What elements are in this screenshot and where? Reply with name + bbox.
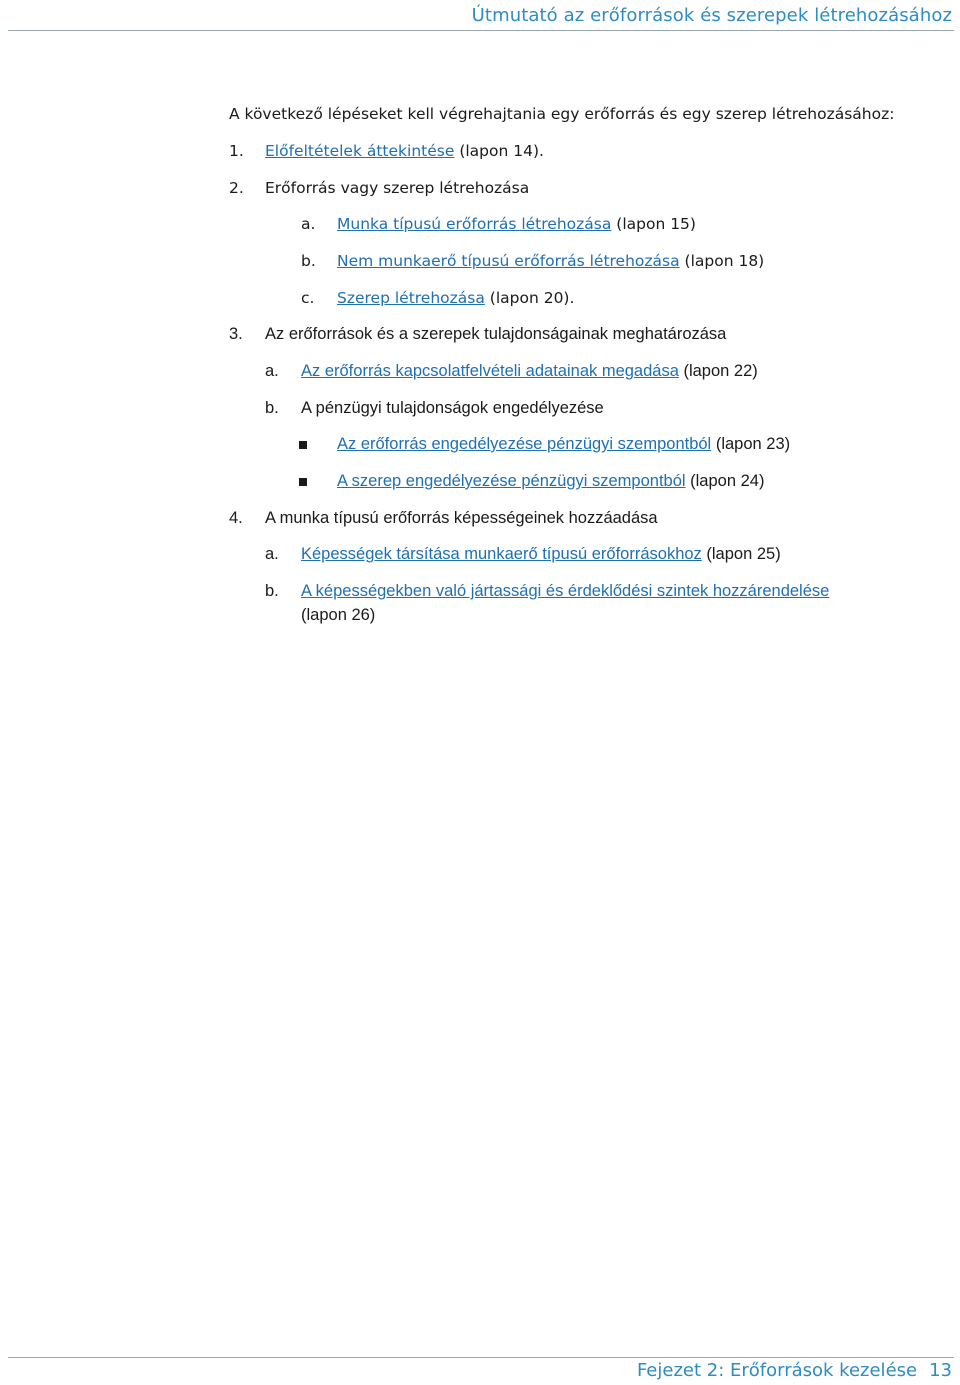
link-assign-proficiency-levels[interactable]: A képességekben való jártassági és érdeklődési szintek hozzárendelése — [301, 582, 830, 600]
step-1-marker: 1. — [229, 142, 244, 160]
bullet-1-page-ref: (lapon 23) — [711, 435, 791, 453]
page-footer — [637, 1360, 952, 1381]
step-4b-page-ref: (lapon 26) — [301, 606, 376, 624]
link-prerequisites[interactable]: Előfeltételek áttekintése — [265, 142, 455, 160]
step-2a — [337, 214, 696, 234]
step-2b — [337, 251, 764, 271]
step-3a-page-ref: (lapon 22) — [678, 362, 758, 380]
step-3b-text: A pénzügyi tulajdonságok engedélyezése — [301, 399, 604, 417]
step-3b-bullet-2 — [337, 471, 764, 491]
step-4a-page-ref: (lapon 25) — [701, 545, 781, 563]
bullet-square-icon — [299, 471, 307, 491]
step-4b — [301, 581, 829, 601]
step-3a-marker: a. — [265, 362, 279, 380]
step-4a-marker: a. — [265, 545, 279, 563]
page-number: 13 — [929, 1360, 952, 1381]
footer-chapter: Fejezet 2: Erőforrások kezelése — [636, 1360, 918, 1381]
header-divider — [8, 30, 954, 31]
link-associate-skills[interactable]: Képességek társítása munkaerő típusú erőforrásokhoz — [301, 545, 702, 563]
step-3-marker: 3. — [229, 325, 243, 343]
step-2c — [337, 288, 574, 308]
step-3-text: Az erőforrások és a szerepek tulajdonságainak meghatározása — [265, 325, 727, 343]
link-create-role[interactable]: Szerep létrehozása — [337, 289, 485, 307]
step-2a-marker: a. — [301, 215, 316, 233]
step-3b-marker: b. — [265, 399, 279, 417]
running-header: Útmutató az erőforrások és szerepek létrehozásához — [471, 5, 952, 26]
step-2c-page-ref: (lapon 20). — [484, 289, 575, 307]
link-create-nonlabor-resource[interactable]: Nem munkaerő típusú erőforrás létrehozása — [337, 252, 680, 270]
step-3a — [301, 361, 758, 381]
link-enable-role-financial[interactable]: A szerep engedélyezése pénzügyi szempontból — [337, 472, 686, 490]
step-2c-marker: c. — [301, 289, 315, 307]
step-3b-bullet-1 — [337, 434, 790, 454]
bullet-square-icon — [299, 434, 307, 454]
step-4-marker: 4. — [229, 509, 243, 527]
link-enable-resource-financial[interactable]: Az erőforrás engedélyezése pénzügyi szempontból — [337, 435, 712, 453]
step-1 — [265, 141, 544, 161]
step-1-page-ref: (lapon 14). — [454, 142, 544, 160]
step-2b-marker: b. — [301, 252, 316, 270]
step-2-marker: 2. — [229, 179, 244, 197]
step-4-text: A munka típusú erőforrás képességeinek hozzáadása — [265, 509, 658, 527]
step-4a — [301, 544, 781, 564]
step-2a-page-ref: (lapon 15) — [611, 215, 696, 233]
intro-text: A következő lépéseket kell végrehajtania egy erőforrás és egy szerep létrehozásához: — [229, 105, 895, 123]
step-2-text: Erőforrás vagy szerep létrehozása — [265, 179, 530, 197]
bullet-2-page-ref: (lapon 24) — [685, 472, 765, 490]
link-create-work-resource[interactable]: Munka típusú erőforrás létrehozása — [337, 215, 612, 233]
step-2b-page-ref: (lapon 18) — [679, 252, 765, 270]
step-4b-marker: b. — [265, 582, 279, 600]
link-resource-contact-info[interactable]: Az erőforrás kapcsolatfelvételi adatainak megadása — [301, 362, 679, 380]
footer-divider — [8, 1357, 954, 1358]
